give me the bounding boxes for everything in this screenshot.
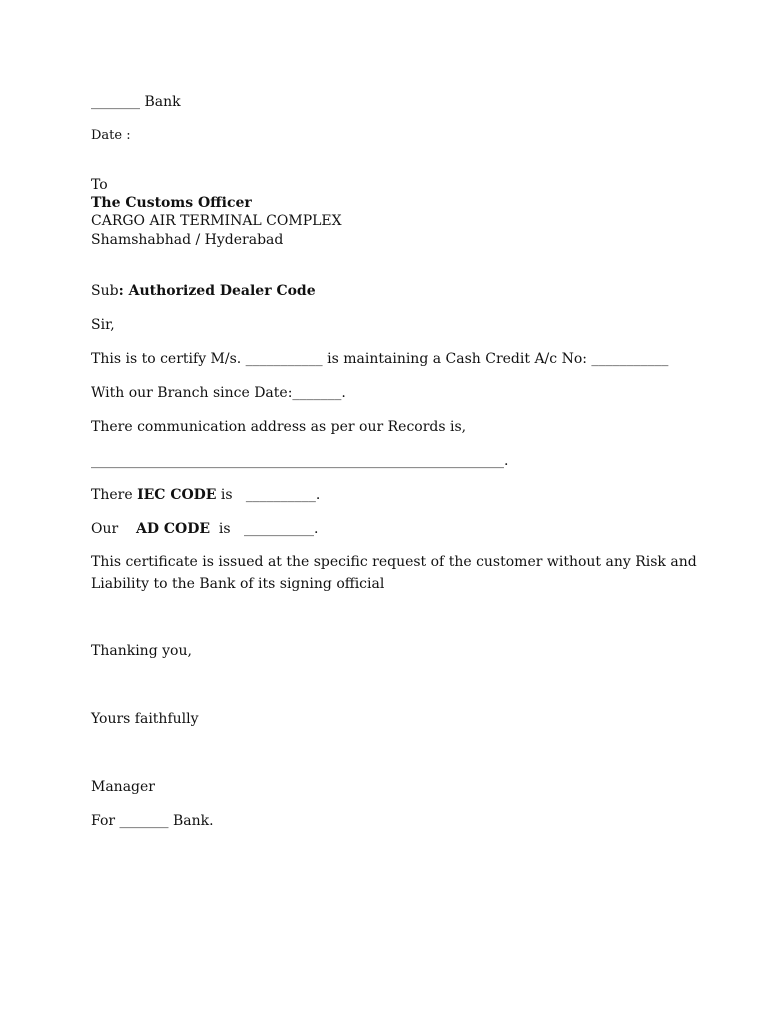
- subject-prefix: Sub: [91, 283, 119, 299]
- iec-code-line: [91, 486, 320, 504]
- addressee: The Customs Officer: [91, 195, 252, 211]
- to-line: To: [91, 177, 108, 193]
- certify-line: This is to certify M/s. ___________ is maintaining a Cash Credit A/c No: ___________: [91, 351, 669, 367]
- ad-suffix: is __________.: [210, 521, 319, 537]
- address-blank-line: ___________________________________________________________.: [91, 453, 509, 469]
- ad-code-line: [91, 520, 318, 538]
- branch-line: With our Branch since Date:_______.: [91, 385, 346, 401]
- iec-code-label: IEC CODE: [137, 487, 217, 503]
- iec-prefix: There: [91, 487, 138, 503]
- certificate-line-2: Liability to the Bank of its signing official: [91, 576, 385, 592]
- address-records-line: There communication address as per our Records is,: [91, 419, 467, 435]
- address-line-2: Shamshabhad / Hyderabad: [91, 232, 284, 248]
- iec-suffix: is __________.: [216, 487, 321, 503]
- ad-prefix: Our: [91, 521, 136, 537]
- bank-line: _______ Bank: [91, 94, 181, 110]
- subject-line: [91, 282, 316, 300]
- signatory-line: Manager: [91, 779, 155, 795]
- certificate-line-1: This certificate is issued at the specific request of the customer without any Risk and: [91, 554, 697, 570]
- date-line: Date :: [91, 128, 131, 143]
- thanks-line: Thanking you,: [91, 643, 192, 659]
- for-bank-line: For _______ Bank.: [91, 813, 214, 829]
- salutation: Sir,: [91, 317, 115, 333]
- subject-text: : Authorized Dealer Code: [118, 283, 316, 299]
- ad-code-label: AD CODE: [136, 521, 211, 537]
- address-line-1: CARGO AIR TERMINAL COMPLEX: [91, 213, 342, 229]
- closing-line: Yours faithfully: [91, 711, 199, 727]
